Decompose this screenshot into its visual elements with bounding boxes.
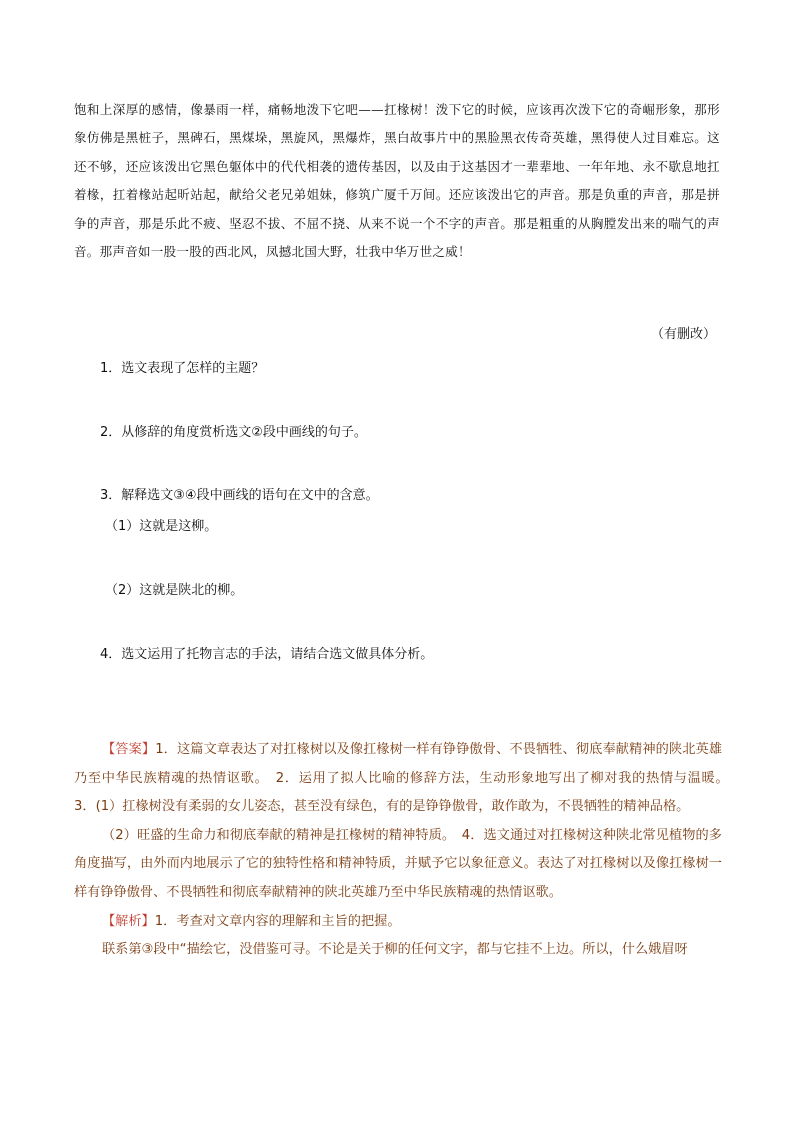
source-note: （有删改） (650, 327, 716, 342)
answer-paragraph-1 (74, 736, 736, 822)
analysis-tag: 【解析】 (102, 913, 155, 929)
analysis-text-1: 1．考查对文章内容的理解和主旨的把握。 (154, 913, 401, 929)
answer-text-1: 1．这篇文章表达了对扛椽树以及像扛椽树一样有铮铮傲骨、不畏牺牲、彻底奉献精神的陕北英雄乃至中华民族精魂的热情讴歌。 2．运用了拟人比喻的修辞方法，生动形象地写出了柳对我的热情与温暖。 3．(1）扛椽树没有柔弱的女儿姿态，甚至没有绿色，有的是铮铮傲骨，敢作敢为，不畏牺牲的精神品格。 (74, 742, 736, 815)
question-3-sub-1: （1）这就是这柳。 (105, 519, 218, 534)
question-3: 3．解释选文③④段中画线的语句在文中的含意。 (100, 488, 379, 503)
analysis-paragraph-1 (74, 908, 722, 937)
question-2: 2．从修辞的角度赏析选文②段中画线的句子。 (100, 425, 367, 440)
passage-text: 饱和上深厚的感情，像暴雨一样，痛畅地泼下它吧——扛椽树！泼下它的时候，应该再次泼下它的奇崛形象，那形象仿佛是黑桩子，黑碑石，黑煤垛，黑旋风，黑爆炸，黑白故事片中的黑脸黑衣传奇英雄，黑得使人过目难忘。这还不够，还应该泼出它黑色躯体中的代代相袭的遗传基因，以及由于这基因才一辈辈地、一年年地、永不歇息地扛着椽，扛着椽站起昕站起，献给父老兄弟姐妹，修筑广厦千万间。还应该泼出它的声音。那是负重的声音，那是拼争的声音，那是乐此不疲、坚忍不拔、不屈不挠、从来不说一个不字的声音。那是粗重的从胸膛发出来的喘气的声音。那声音如一股一股的西北风，凤撼北国大野，壮我中华万世之威！ (74, 102, 720, 260)
answer-paragraph-2: （2）旺盛的生命力和彻底奉献的精神是扛椽树的精神特质。 4．选文通过对扛椽树这种陕北常见植物的多角度描写，由外而内地展示了它的独特性格和精神特质，并赋予它以象征意义。表达了对扛椽树以及像扛椽树一样有铮铮傲骨、不畏牺牲和彻底奉献精神的陕北英雄乃至中华民族精魂的热情讴歌。 (74, 827, 722, 900)
question-1: 1．选文表现了怎样的主题？ (100, 361, 265, 376)
answer-tag: 【答案】 (102, 742, 156, 757)
question-3-sub-2: （2）这就是陕北的柳。 (105, 583, 244, 598)
analysis-paragraph-2: 联系第③段中“描绘它，没借鉴可寻。不论是关于柳的任何文字，都与它挂不上边。所以，什么娥眉呀 (102, 942, 688, 958)
answer-section (74, 736, 736, 965)
question-4: 4．选文运用了托物言志的手法，请结合选文做具体分析。 (100, 647, 434, 662)
